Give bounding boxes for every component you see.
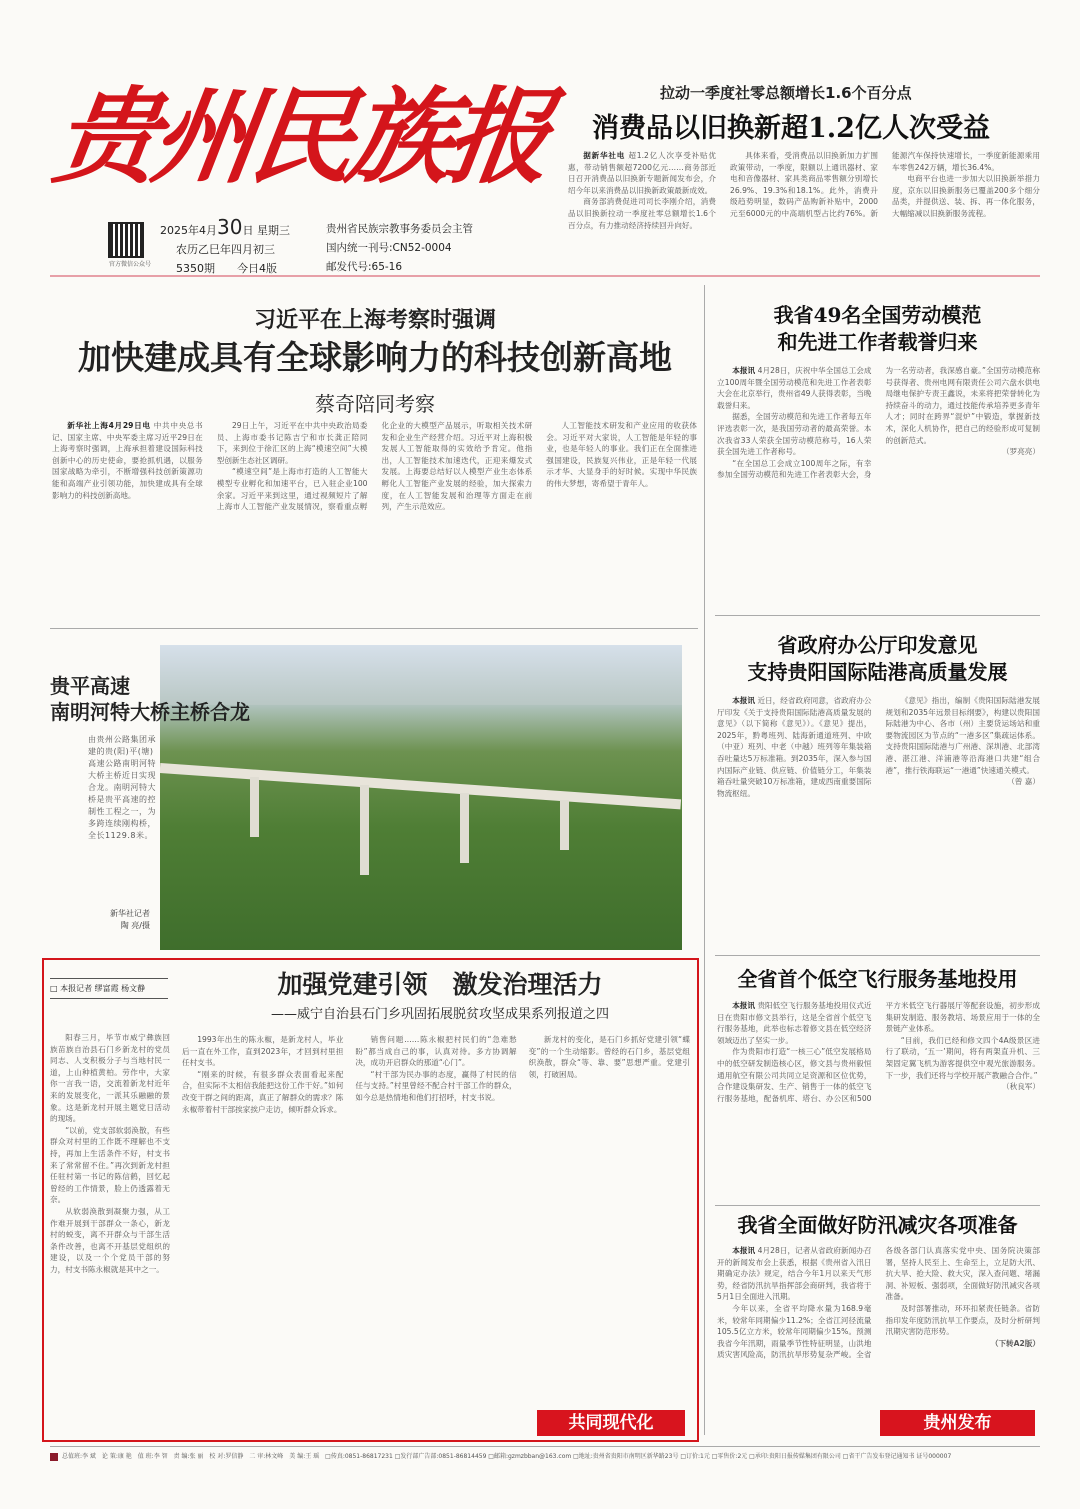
paragraph: 及时部署推动，环环扣紧责任链条。省防指印发年度防汛抗旱工作要点，及时分析研判汛期灾害防范形势。 [885, 1303, 1040, 1337]
cn-number: 国内统一刊号:CN52-0004 [326, 242, 452, 254]
lead-story-body [52, 420, 697, 612]
paragraph: 4月28日，庆祝中华全国总工会成立100周年暨全国劳动模范和先进工作者表彰大会在北京举行，贵州省49人获得表彰，当晚载誉归来。 [717, 366, 872, 410]
top-story-body [568, 150, 1040, 268]
bridge-pier [460, 793, 469, 863]
story-title[interactable] [715, 966, 1040, 993]
paragraph: 阳春三月，毕节市威宁彝族回族苗族自治县石门乡新龙村的党员同志、人支积极分子与当地村民一道，上山种植黄柏。劳作中，大家你一言我一语，交流着新龙村近年来的发展变化，一派其乐融融的景象。这是新龙村开展主题党日活动的现场。 [50, 1033, 170, 1124]
divider [715, 615, 1040, 616]
contact-info: □传真:0851-86817231 □发行部广告部:0851-86814459 □邮箱:gzmzbban@163.com □地址:贵州省贵阳市南明区新华路23号 □订价:1元 □零售价:2元 □承印:贵阳日报传媒集团有限公司 □省干广告发布登记通知书 证号000007 [325, 1453, 952, 1460]
photo-title-line: 南明河特大桥主桥合龙 [50, 700, 250, 724]
title-line: 我省全面做好防汛减灾各项准备 [737, 1213, 1018, 1237]
page-count: 今日4版 [237, 262, 277, 275]
byline: （秋良军） [1002, 1082, 1040, 1092]
dateline: 新华社上海4月29日电 [67, 421, 151, 430]
top-story-kicker: 拉动一季度社零总额增长1.6个百分点 [660, 84, 912, 102]
postal-code: 邮发代号:65-16 [326, 261, 403, 273]
story-title[interactable] [715, 302, 1040, 356]
paragraph: 4月28日，记者从省政府新闻办召开的新闻发布会上获悉，根据《贵州省入汛日期确定办法》规定，结合今年1月以来天气形势，经省防汛抗旱指挥部会商研判，我省将于5月1日全面进入汛期。 [717, 1246, 872, 1302]
photo-caption: 由贵州公路集团承建的贵(阳)平(塘)高速公路南明河特大桥主桥近日实现合龙。南明河特大桥是贵平高速的控制性工程之一，为多跨连续刚构桥，全长1129.8米。 [88, 735, 156, 840]
paragraph: 今年以来，全省平均降水量为168.9毫米，较常年同期偏少11.2%；全省江河径流量105.5亿立方米，较常年同期偏少15%。预测我省今年汛期，雨量季节性特征明显，山洪地质灾害风险高，防汛抗旱形势复杂严峻。全省各级各部门认真落实党中央、国务院决策部署，坚持人民至上、生命至上，立足防大汛、抗大旱、抢大险、救大灾，深入查问题、堵漏洞、补短板、强弱项，全面做好防汛减灾各项准备。 [717, 1246, 1040, 1360]
story-body [717, 1245, 1040, 1403]
paragraph: 据悉，全国劳动模范和先进工作者每五年评选表彰一次，是我国劳动者的最高荣誉。本次我省33人荣获全国劳动模范称号，16人荣获全国先进工作者称号。 [717, 412, 872, 457]
bridge-pier [360, 785, 369, 875]
title-line: 我省49名全国劳动模范 [773, 303, 982, 327]
dateline: 本报讯 [732, 366, 756, 375]
paragraph: 新龙村的变化，是石门乡抓好党建引领“蝶变”的一个生动缩影。曾经的石门乡，基层党组织涣散，群众“等、靠、要”思想严重。党建引领，打破困局。 [528, 1035, 690, 1079]
story-body [717, 365, 1040, 603]
credit-line: 新华社记者 [110, 909, 150, 918]
lead-headline[interactable]: 加快建成具有全球影响力的科技创新高地 [78, 338, 672, 377]
lead-kicker: 习近平在上海考察时强调 [253, 308, 496, 333]
dateline: 本报讯 [732, 1246, 756, 1255]
story-body [717, 695, 1040, 935]
continued-note[interactable]: （下转A2版） [990, 1338, 1040, 1348]
title-line: 支持贵阳国际陆港高质量发展 [747, 660, 1008, 684]
paragraph: 《意见》指出，编制《贵阳国际陆港发展规划和2035年远景目标纲要》，构建以贵阳国际陆港为中心、各市（州）主要货运场站和重要物流园区为节点的“一港多区”集疏运体系。支持贵阳国际陆港与广州港、深圳港、北部湾港、湛江港、洋浦港等沿海港口共建“组合港”，推行铁海联运“一港通”快速通关模式。 [885, 696, 1040, 775]
sky [160, 645, 682, 705]
bridge-deck [160, 763, 681, 809]
byline: （罗亮亮） [1002, 447, 1040, 457]
divider [715, 1205, 1040, 1206]
date-day: 30 [217, 215, 243, 239]
staff-credits: 总值班:李 斌 论 策:康 艳 值 班:李 智 责 编:张 丽 校 对:罗信静 二 审:林文峰 美 编:王 瑶 [62, 1453, 320, 1460]
issue-number: 5350期 [176, 262, 215, 275]
paragraph: 人工智能技术研发和产业应用的收获体会。习近平对大家说，人工智能是年轻的事业，也是年轻人的事业。我们正在全面推进强国建设，民族复兴伟业，正是年轻一代展示才华、大显身手的好时候。实现中华民族的伟大梦想，寄希望于青年人。 [546, 421, 697, 488]
paragraph: 具体来看，受消费品以旧换新加力扩围政策带动，一季度，限额以上通讯器材、家电和音像器材、家具类商品零售额分别增长26.9%、19.3%和18.1%。此外，消费升级趋势明显，数码产品购新补贴中，2000元至6000元的中高端机型占比约76%。新能源汽车保持快速增长，一季度新能源乘用车零售242万辆，增长36.4%。 [730, 151, 1040, 218]
photo-credit [80, 908, 150, 932]
divider [50, 628, 698, 629]
title-line: 全省首个低空飞行服务基地投用 [737, 967, 1018, 991]
title-line: 和先进工作者载誉归来 [777, 330, 978, 354]
story-title[interactable] [715, 1212, 1040, 1239]
footer-marker-icon [50, 1453, 58, 1461]
story-body [717, 1000, 1040, 1200]
paragraph: 超1.2亿人次享受补贴优惠，带动销售额超7200亿元……商务部近日召开消费品以旧换新专题新闻发布会，介绍今年以来消费品以旧换新政策最新成效。 [568, 151, 716, 195]
paragraph: 作为贵阳市打造“一核三心”低空发展格局中的低空研发制造核心区，修文县与贵州毅恒通用航空有限公司共同立足资源和区位优势，合作建设集研发、生产、销售于一体的低空飞行服务基地，配备机库、塔台、办公区和500平方米低空飞行器展厅等配套设施，初步形成集研发制造、服务教培、场景应用于一体的全景链产业体系。 [717, 1001, 1040, 1103]
paragraph: “以前，党支部软弱涣散，有些群众对村里的工作既不理解也不支持，再加上生活条件不好，村支书来了常常留不住。”再次到新龙村担任驻村第一书记的陈信鹤，回忆起曾经的工作情景，脸上仍透露着无奈。 [50, 1125, 170, 1205]
dateline: 本报讯 [732, 696, 756, 705]
paragraph: 1993年出生的陈永椒，是新龙村人，毕业后一直在外工作，直到2023年，才回到村里担任村支书。 [182, 1035, 344, 1068]
lead-subheadline: 蔡奇陪同考察 [315, 392, 435, 416]
bridge-photo[interactable] [160, 645, 682, 950]
section-badge-guizhou-release: 贵州发布 [880, 1410, 1035, 1436]
feature-body-right [182, 1034, 690, 1404]
bridge-pier [560, 800, 569, 850]
feature-body-left [50, 1010, 170, 1400]
paragraph: 近日，经省政府同意，省政府办公厅印发《关于支持贵阳国际陆港高质量发展的意见》（以下简称《意见》）。《意见》提出，2025年，黔粤班列、陆海新通道班列、中欧（中亚）班列、中老（中越）班列等年集装箱吞吐量达5万标准箱。到2035年，深入参与国内国际产业链、供应链、价值链分工，年集装箱吞吐量突破10万标准箱，建成西南重要国际物流枢纽。 [717, 696, 872, 798]
story-title[interactable] [715, 632, 1040, 686]
feature-headline[interactable]: 加强党建引领 激发治理活力 [277, 970, 603, 999]
byline: （曾 嘉） [1007, 777, 1040, 787]
paragraph: 电商平台也进一步加大以旧换新举措力度，京东以旧换新服务已覆盖200多个细分品类，并提供送、装、拆、再一体化服务，大幅缩减以旧换新服务流程。 [892, 174, 1040, 218]
paragraph: 29日上午，习近平在中共中央政治局委员、上海市委书记陈吉宁和市长龚正陪同下，来到位于徐汇区的上海“模速空间”大模型创新生态社区调研。 [216, 421, 368, 465]
paragraph: 从软弱涣散到凝聚力强，从工作难开展到干部群众一条心，新龙村的蜕变，离不开群众与干部生活条件改善，也离不开基层党组织的建设，以及一个个党员干部的努力，村支书陈永椒就是其中之一。 [50, 1206, 170, 1274]
masthead-logo: 贵州民族报 [46, 75, 554, 198]
sponsor: 贵州省民族宗教事务委员会主管 [326, 223, 473, 235]
qr-caption: 官方微信公众号 [108, 261, 151, 268]
paragraph: “目前，我们已经和修文四个4A级景区进行了联动，‘五一’期间，将有两架直升机、三架固定翼飞机为游客提供空中观光旅游服务。下一步，我们还将与学校开展产教融合合作。” [885, 1035, 1040, 1080]
paragraph: “模速空间”是上海市打造的人工智能大模型专业孵化和加速平台，已入驻企业100余家。习近平来到这里，通过视频短片了解上海市人工智能产业发展情况，察看重点孵化企业的大模型产品展示，听取相关技术研发和企业生产经营介绍。习近平对上海积极发展人工智能取得的实效给予肯定。他指出，人工智能技术加速迭代，正迎来爆发式发展。上海要总结好以人模型产业生态体系孵化人工智能产业发展的经验，加大探索力度，在人工智能发展和治理等方面走在前列，产生示范效应。 [216, 421, 533, 512]
paragraph: “村干部为民办事的态度，赢得了村民的信任与支持。”村里曾经不配合村干部工作的群众，如今总是热情地和他们打招呼，村支书说。 [355, 1069, 517, 1102]
paragraph: 贵阳低空飞行服务基地投用仪式近日在贵阳市修文县举行，这是全省首个低空飞行服务基地，此举也标志着修文县在低空经济领域迈出了坚实一步。 [717, 1001, 872, 1045]
feature-byline: □ 本报记者 缪富霞 杨文静 [50, 978, 168, 999]
photo-title-line: 贵平高速 [50, 674, 130, 698]
header-divider [50, 275, 1040, 277]
dateline: 本报讯 [732, 1001, 756, 1010]
bridge-pier [250, 777, 259, 837]
paragraph: 销售问题……陈永椒把村民们的“急难愁盼”都当成自己的事，认真对待。多方协调解决，成功开启群众的那道“心门”。 [355, 1035, 517, 1068]
paragraph: 中共中央总书记、国家主席、中央军委主席习近平29日在上海考察时强调，上海承担着建设国际科技创新中心的历史使命，要抢抓机遇，以服务国家战略为牵引，不断增强科技创新策源功能和高端产业引领功能，加快建成具有全球影响力的科技创新高地。 [52, 421, 203, 500]
paragraph: 商务部消费促进司司长李刚介绍，消费品以旧换新拉动一季度社零总额增长1.6个百分点，有力推动经济持续回升向好。 [568, 197, 716, 230]
paragraph: “刚来的时候，有很多群众表面看起来配合，但实际不太相信我能把这份工作干好。”如何改变干群之间的距离，真正了解群众的需求？陈永椒带着村干部挨家挨户走访，倾听群众诉求。 [182, 1069, 344, 1114]
qr-code[interactable] [108, 222, 144, 258]
date-suffix: 日 星期三 [242, 224, 290, 237]
top-story-headline[interactable]: 消费品以旧换新超1.2亿人次受益 [592, 113, 990, 144]
dateline: 据新华社电 [583, 151, 626, 160]
lunar-date: 农历乙巳年四月初三 [176, 243, 275, 256]
section-badge-common-modernization: 共同现代化 [537, 1410, 685, 1436]
title-line: 省政府办公厅印发意见 [777, 633, 978, 657]
divider [715, 955, 1040, 956]
paragraph: “在全国总工会成立100周年之际，有幸参加全国劳动模范和先进工作者表彰大会，身为一名劳动者，我深感自豪。”全国劳动模范称号获得者、贵州电网有限责任公司六盘水供电局继电保护专责王鑫说，未来将把荣誉转化为持续奋斗的动力，通过技能传承培养更多青年人才；同时在跨界“混炉”中锻造，掌握新技术，深化人机协作，把自己的经验形成可复制的创新范式。 [717, 366, 1040, 480]
date-prefix: 2025年4月 [160, 224, 217, 237]
publication-info [326, 220, 473, 277]
credit-line: 陶 亮/摄 [120, 921, 150, 930]
column-divider [704, 285, 705, 1435]
footer [50, 1446, 1040, 1461]
feature-subheadline: ——威宁自治县石门乡巩固拓展脱贫攻坚成果系列报道之四 [270, 1007, 609, 1022]
issue-date [160, 215, 290, 278]
